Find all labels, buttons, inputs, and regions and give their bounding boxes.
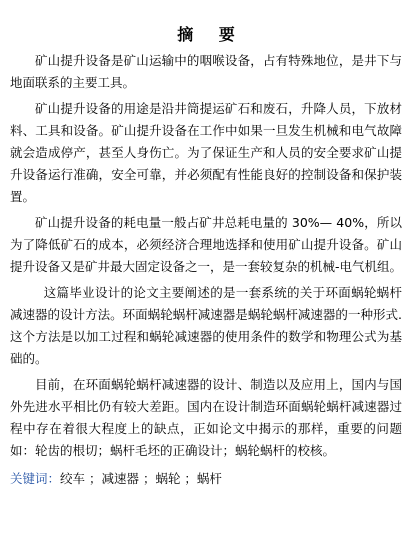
paragraph-2: 矿山提升设备的用途是沿井筒提运矿石和废石，升降人员，下放材料、工具和设备。矿山提升设备在工作中如果一旦发生机械和电气故障就会造成停产，甚至人身伤亡。为了保证生产和人员的安全要求矿山提升设备运行准确，安全可靠，并必须配有性能良好的控制设备和保护装置。 (10, 101, 402, 204)
paragraph-5: 目前，在环面蜗轮蜗杆减速器的设计、制造以及应用上，国内与国外先进水平相比仍有较大差距。国内在设计制造环面蜗轮蜗杆减速器过程中存在着很大程度上的缺点，正如论文中揭示的那样，重要的问题如：轮齿的根切；蜗杆毛坯的正确设计；蜗轮蜗杆的校核。 (10, 377, 402, 458)
keywords-list: 绞车 ；减速器 ；蜗轮 ；蜗杆 (60, 471, 222, 486)
keywords-line (10, 468, 402, 490)
paragraph-1: 矿山提升设备是矿山运输中的咽喉设备，占有特殊地位，是井下与地面联系的主要工具。 (10, 53, 402, 90)
paragraph-4: 这篇毕业设计的论文主要阐述的是一套系统的关于环面蜗轮蜗杆减速器的设计方法。环面蜗轮蜗杆减速器是蜗轮蜗杆减速器的一种形式.这个方法是以加工过程和蜗轮减速器的使用条件的数学和物理公式为基础的。 (10, 285, 402, 366)
keywords-label: 关键词： (10, 471, 61, 486)
paragraph-3: 矿山提升设备的耗电量一般占矿井总耗电量的 30%— 40%，所以为了降低矿石的成本，必须经济合理地选择和使用矿山提升设备。矿山提升设备又是矿井最大固定设备之一，是一套较复杂的机械-电气机组。 (10, 215, 403, 274)
page-title: 摘 要 (177, 25, 245, 44)
